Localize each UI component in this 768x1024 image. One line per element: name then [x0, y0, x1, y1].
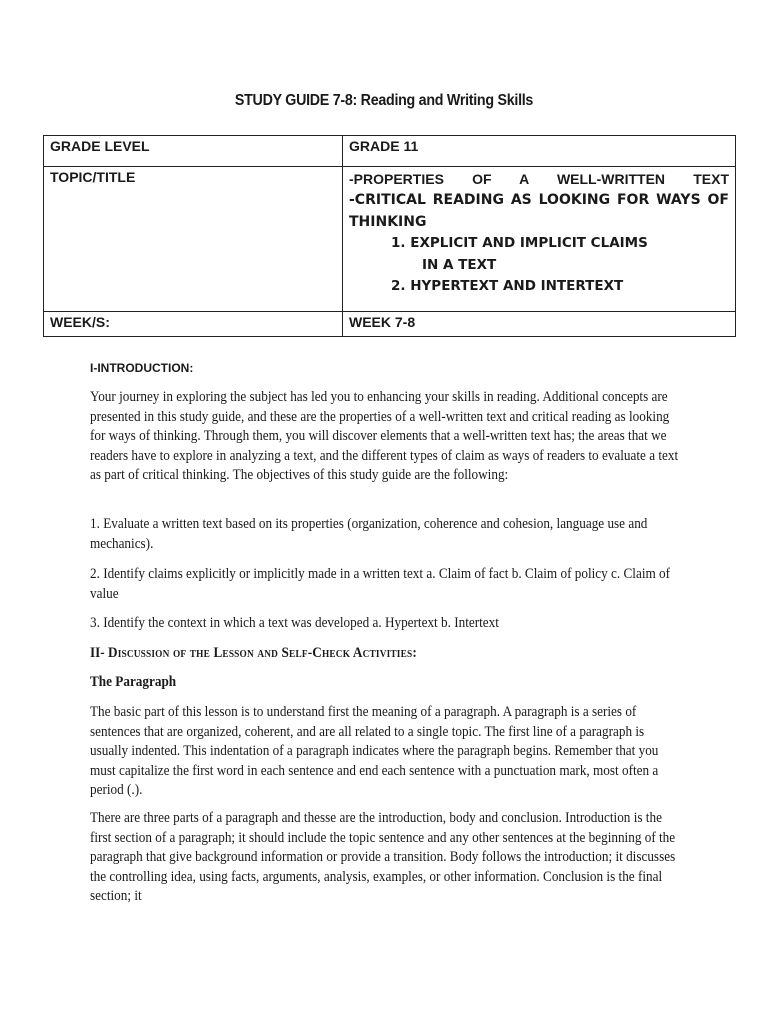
week-label: WEEK/S: — [44, 312, 343, 337]
introduction-paragraph: Your journey in exploring the subject has led you to enhancing your skills in reading. Additional concepts are presented in this study guide, and these are the properties of a well-written text and critical reading as looking for ways of thinking. Through them, you will discover elements that a well-written text has; the areas that we readers have to explore in analyzing a text, and the different types of claim as ways of readers to evaluate a text as part of critical thinking. The objectives of this study guide are the following: — [90, 389, 679, 484]
topic-line-2: -CRITICAL READING AS LOOKING FOR WAYS OF — [349, 192, 729, 208]
topic-line-3: THINKING — [349, 213, 427, 230]
paragraph-parts: There are three parts of a paragraph and thesse are the introduction, body and conclusion. Introduction is the first section of a paragraph; it should include the topic sentence and any other sentences at the beginning of the paragraph that give background information or provide a transition. Body follows the introduction; it discusses the controlling idea, using facts, arguments, analysis, examples, or other information. Conclusion is the final section; it — [90, 810, 676, 905]
table-row-topic — [44, 167, 736, 312]
objective-3: 3. Identify the context in which a text was developed a. Hypertext b. Intertext — [90, 615, 499, 631]
discussion-prefix: II- — [90, 645, 108, 661]
discussion-title: Discussion of the Lesson and Self-Check Activities: — [107, 645, 417, 661]
introduction-heading: I-INTRODUCTION: — [90, 361, 194, 375]
topic-label: TOPIC/TITLE — [44, 167, 343, 312]
objective-2: 2. Identify claims explicitly or implicitly made in a written text a. Claim of fact b. Claim of policy c. Claim of value — [90, 566, 671, 602]
paragraph-definition: The basic part of this lesson is to understand first the meaning of a paragraph. A paragraph is a series of sentences that are organized, coherent, and are all related to a single topic. The first line of a paragraph is usually indented. This indentation of a paragraph indicates where the paragraph begins. Remember that you must capitalize the first word in each sentence and end each sentence with a punctuation mark, most often a period (.). — [90, 704, 659, 799]
discussion-heading — [90, 644, 685, 664]
table-row-grade — [44, 136, 736, 167]
topic-value — [343, 167, 736, 312]
grade-level-label: GRADE LEVEL — [44, 136, 343, 167]
paragraph-subheading: The Paragraph — [90, 674, 177, 690]
topic-item-2: 2. HYPERTEXT AND INTERTEXT — [391, 278, 624, 294]
topic-item-1: 1. EXPLICIT AND IMPLICIT CLAIMS — [391, 235, 648, 251]
topic-item-1-cont: IN A TEXT — [422, 256, 497, 273]
objective-1: 1. Evaluate a written text based on its properties (organization, coherence and cohesion, language use and mechanics). — [90, 516, 648, 552]
topic-line-1: -PROPERTIES OF A WELL-WRITTEN TEXT — [349, 171, 729, 187]
week-value: WEEK 7-8 — [343, 312, 736, 337]
info-table — [43, 135, 736, 337]
grade-level-value: GRADE 11 — [343, 136, 736, 167]
table-row-week — [44, 312, 736, 337]
document-title: STUDY GUIDE 7-8: Reading and Writing Skills — [234, 92, 534, 109]
